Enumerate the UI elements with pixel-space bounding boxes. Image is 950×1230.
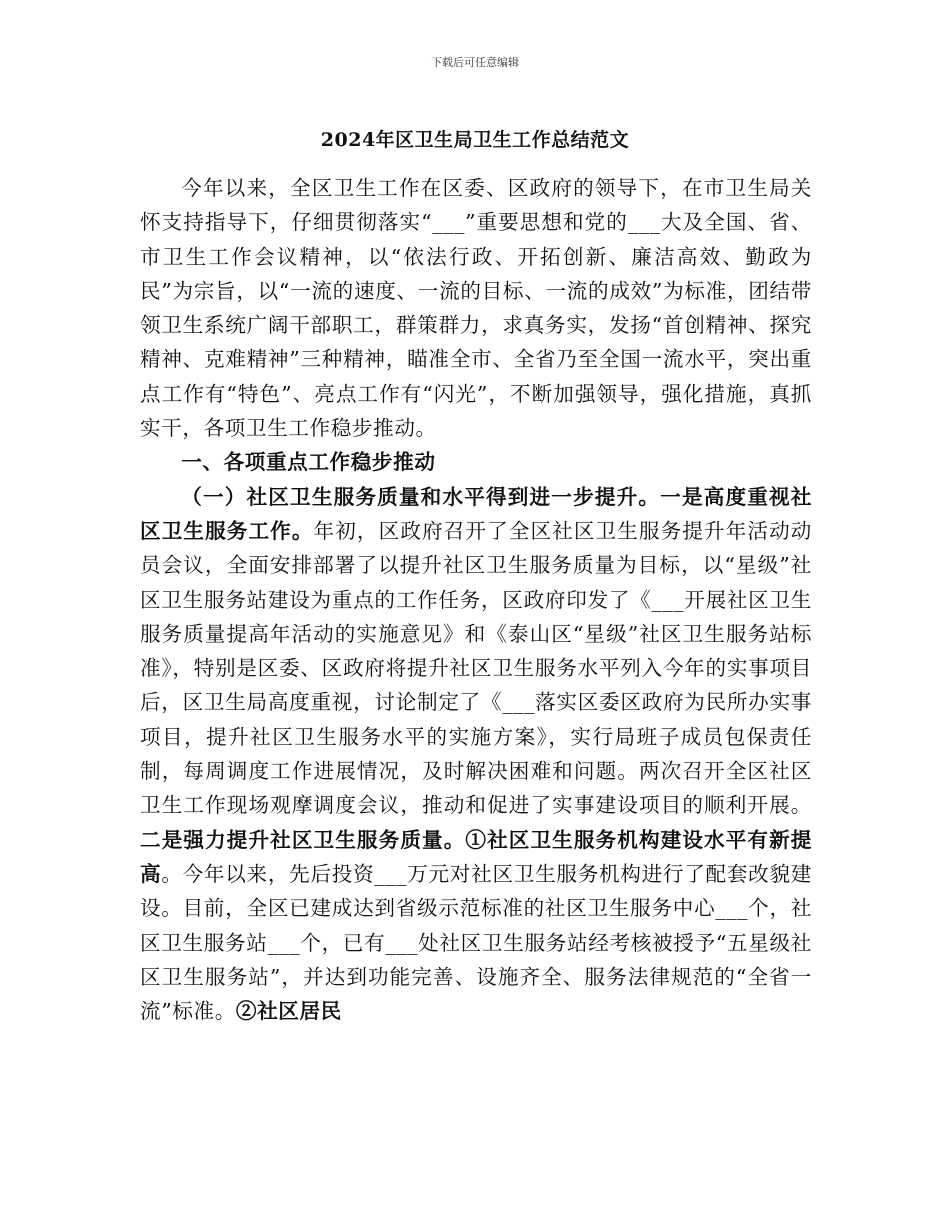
bold-run-3: ②社区居民 (235, 999, 342, 1024)
header-note: 下载后可任意编辑 (431, 56, 519, 69)
text-run-2: 。今年以来，先后投资___万元对社区卫生服务机构进行了配套改貌建设。目前，全区已建成达到省级示范标准的社区卫生服务中心___个，社区卫生服务站___个，已有___处社区卫生服务站经考核被授予“五星级社区卫生服务站”，并达到功能完善、设施齐全、服务法律规范的“全省一流”标准。 (140, 861, 812, 1024)
paragraph-community-health (140, 480, 812, 1029)
document-body (140, 171, 812, 1028)
section-heading-1: 一、各项重点工作稳步推动 (181, 450, 436, 475)
bold-run-1: （一）社区卫生服务质量和水平得到进一步提升。一是高度重视社区卫生服务工作。 (140, 484, 812, 543)
text-run-1: 年初，区政府召开了全区社区卫生服务提升年活动动员会议，全面安排部署了以提升社区卫生服务质量为目标，以“星级”社区卫生服务站建设为重点的工作任务，区政府印发了《___开展社区卫生服务质量提高年活动的实施意见》和《泰山区“星级”社区卫生服务站标准》，特别是区委、区政府将提升社区卫生服务水平列入今年的实事项目后，区卫生局高度重视，讨论制定了《___落实区委区政府为民所办实事项目，提升社区卫生服务水平的实施方案》，实行局班子成员包保责任制，每周调度工作进展情况，及时解决困难和问题。两次召开全区社区卫生工作现场观摩调度会议，推动和促进了实事建设项目的顺利开展。 (140, 518, 812, 818)
document-title: 2024年区卫生局卫生工作总结范文 (320, 129, 630, 151)
bold-run-2: 二是强力提升社区卫生服务质量。①社区卫生服务机构建设水平有新提高 (140, 827, 812, 886)
paragraph-intro: 今年以来，全区卫生工作在区委、区政府的领导下，在市卫生局关怀支持指导下，仔细贯彻落实“___”重要思想和党的___大及全国、省、市卫生工作会议精神，以“依法行政、开拓创新、廉洁高效、勤政为民”为宗旨，以“一流的速度、一流的目标、一流的成效”为标准，团结带领卫生系统广阔干部职工，群策群力，求真务实，发扬“首创精神、探究精神、克难精神”三种精神，瞄准全市、全省乃至全国一流水平，突出重点工作有“特色”、亮点工作有“闪光”，不断加强领导，强化措施，真抓实干，各项卫生工作稳步推动。 (140, 176, 812, 441)
